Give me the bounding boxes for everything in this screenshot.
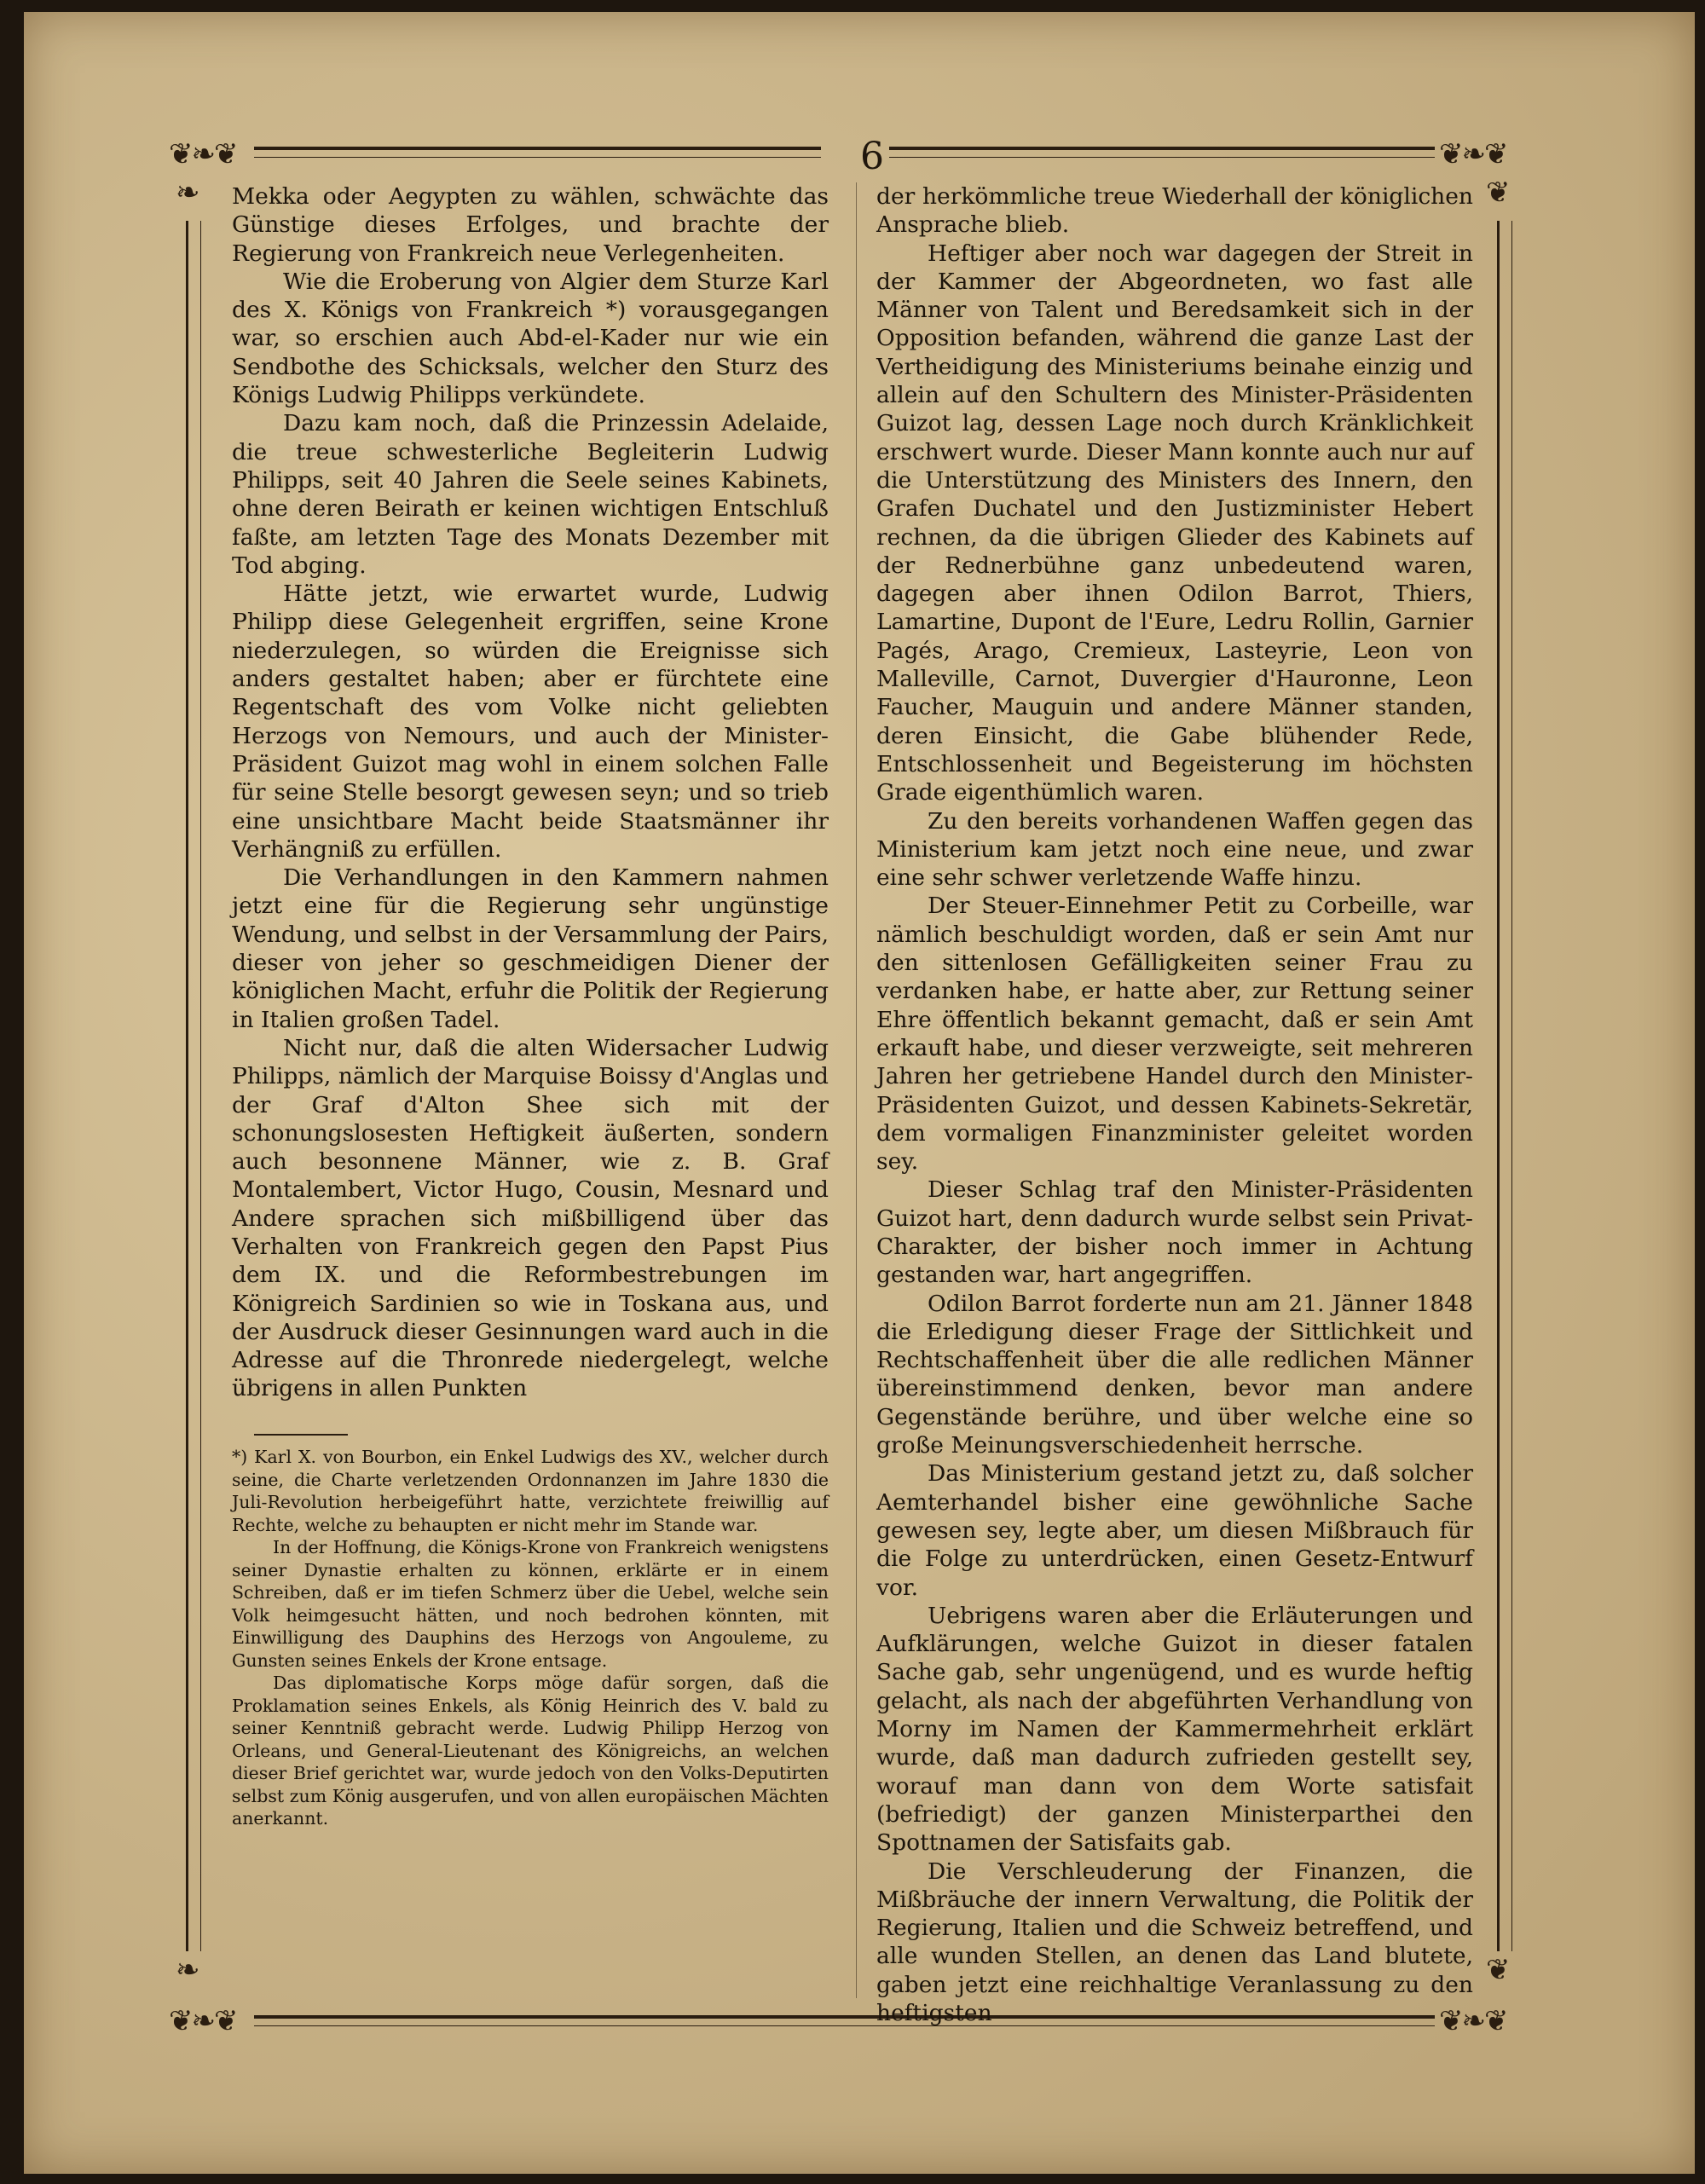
top-right-ornament-icon: ❦❧❦ [1439, 137, 1507, 171]
left-bottom-flourish-icon: ❧ [176, 1953, 199, 1987]
right-border-track [1497, 221, 1512, 1951]
right-top-flourish-icon: ❦ [1486, 176, 1509, 210]
footnote-paragraph: *) Karl X. von Bourbon, ein Enkel Ludwigs des XV., welcher durch seine, die Charte verletzenden Ordonnanzen im Jahre 1830 die Juli-Revolution herbeigeführt hatte, verzichtete freiwillig auf Rechte, welche zu behaupten er nicht mehr im Stande war. [232, 1447, 829, 1535]
footnote [232, 1446, 829, 1830]
paragraph: Hätte jetzt, wie erwartet wurde, Ludwig Philipp diese Gelegenheit ergriffen, seine Krone niederzulegen, so würden die Ereignisse sich anders gestaltet haben; aber er fürchtete eine Regentschaft des vom Volke nicht geliebten Herzogs von Nemours, und auch der Minister-Präsident Guizot mag wohl in einem solchen Falle für seine Stelle besorgt gewesen seyn; und so trieb eine unsichtbare Macht beide Staatsmänner ihr Verhängniß zu erfüllen. [232, 581, 829, 863]
paragraph: Odilon Barrot forderte nun am 21. Jänner 1848 die Erledigung dieser Frage der Sittlichkeit und Rechtschaffenheit über die alle redlichen Männer übereinstimmend denken, bevor man andere Gegenstände berühre, und über welche eine so große Meinungsverschiedenheit herrsche. [876, 1290, 1473, 1459]
footnote-divider [254, 1434, 348, 1436]
top-rule-left [254, 147, 821, 150]
newspaper-page [24, 12, 1695, 2174]
paragraph: der herkömmliche treue Wiederhall der königlichen Ansprache blieb. [876, 183, 1473, 239]
paragraph: Zu den bereits vorhandenen Waffen gegen das Ministerium kam jetzt noch eine neue, und zwar eine sehr schwer verletzende Waffe hinzu. [876, 807, 1473, 892]
page-number: 6 [860, 135, 884, 178]
right-bottom-flourish-icon: ❦ [1486, 1953, 1509, 1987]
bottom-left-ornament-icon: ❦❧❦ [169, 2004, 237, 2038]
paragraph: Dazu kam noch, daß die Prinzessin Adelaide, die treue schwesterliche Begleiterin Ludwig Philipps, seit 40 Jahren die Seele seines Kabinets, ohne deren Beirath er keinen wichtigen Entschluß faßte, am letzten Tage des Monats Dezember mit Tod abging. [232, 410, 829, 579]
paragraph: Heftiger aber noch war dagegen der Streit in der Kammer der Abgeordneten, wo fast alle Männer von Talent und Beredsamkeit sich in der Opposition befanden, während die ganze Last der Vertheidigung des Ministeriums beinahe einzig und allein auf den Schultern des Minister-Präsidenten Guizot lag, dessen Lage noch durch Kränklichkeit erschwert wurde. Dieser Mann konnte auch nur auf die Unterstützung des Ministers des Innern, den Grafen Duchatel und den Justizminister Hebert rechnen, da die übrigen Glieder des Kabinets auf der Rednerbühne ganz unbedeutend waren, dagegen aber ihnen Odilon Barrot, Thiers, Lamartine, Dupont de l'Eure, Ledru Rollin, Garnier Pagés, Arago, Cremieux, Lasteyrie, Leon von Malleville, Carnot, Duvergier d'Hauronne, Leon Faucher, Mauguin und andere Männer standen, deren Einsicht, die Gabe blühender Rede, Entschlossenheit und Begeisterung im höchsten Grade eigenthümlich waren. [876, 240, 1473, 806]
left-column [232, 182, 829, 1403]
footnote-paragraph: In der Hoffnung, die Königs-Krone von Frankreich wenigstens seiner Dynastie erhalten zu können, erklärte er in einem Schreiben, daß er im tiefen Schmerz über die Uebel, welche sein Volk heimgesucht hätten, und noch bedrohen könnten, mit Einwilligung des Dauphins des Herzogs von Angouleme, zu Gunsten seines Enkels der Krone entsage. [232, 1537, 829, 1671]
paragraph: Die Verschleuderung der Finanzen, die Mißbräuche der innern Verwaltung, die Politik der Regierung, Italien und die Schweiz betreffend, und alle wunden Stellen, an denen das Land blutete, gaben jetzt eine reichhaltige Veranlassung zu den heftigsten [876, 1858, 1473, 2026]
paragraph: Die Verhandlungen in den Kammern nahmen jetzt eine für die Regierung sehr ungünstige Wendung, und selbst in der Versammlung der Pairs, dieser von jeher so geschmeidigen Diener der königlichen Macht, erfuhr die Politik der Regierung in Italien großen Tadel. [232, 864, 829, 1033]
top-rule-right-thin [889, 157, 1435, 158]
top-left-ornament-icon: ❦❧❦ [169, 137, 237, 171]
column-separator [856, 182, 857, 1998]
paragraph: Nicht nur, daß die alten Widersacher Ludwig Philipps, nämlich der Marquise Boissy d'Anglas und der Graf d'Alton Shee sich mit der schonungslosesten Heftigkeit äußerten, sondern auch besonnene Männer, wie z. B. Graf Montalembert, Victor Hugo, Cousin, Mesnard und Andere sprachen sich mißbilligend über das Verhalten von Frankreich gegen den Papst Pius dem IX. und die Reformbestrebungen im Königreich Sardinien so wie in Toskana aus, und der Ausdruck dieser Gesinnungen ward auch in die Adresse auf die Thronrede niedergelegt, welche übrigens in allen Punkten [232, 1034, 829, 1402]
paragraph: Das Ministerium gestand jetzt zu, daß solcher Aemterhandel bisher eine gewöhnliche Sache gewesen sey, legte aber, um diesen Mißbrauch für die Folge zu unterdrücken, einen Gesetz-Entwurf vor. [876, 1460, 1473, 1601]
paragraph: Mekka oder Aegypten zu wählen, schwächte das Günstige dieses Erfolges, und brachte der Regierung von Frankreich neue Verlegenheiten. [232, 183, 829, 267]
top-rule-right [889, 147, 1435, 150]
paragraph: Der Steuer-Einnehmer Petit zu Corbeille, war nämlich beschuldigt worden, daß er sein Amt nur den sittenlosen Gefälligkeiten seiner Frau zu verdanken habe, er hatte aber, zur Rettung seiner Ehre öffentlich bekannt gemacht, daß er sein Amt erkauft habe, und dieser verzweigte, seit mehreren Jahren her getriebene Handel durch den Minister-Präsidenten Guizot, und dessen Kabinets-Sekretär, dem vormaligen Finanzminister geleitet worden sey. [876, 893, 1473, 1176]
right-column [876, 182, 1473, 2027]
left-top-flourish-icon: ❧ [176, 176, 199, 210]
footnote-paragraph: Das diplomatische Korps möge dafür sorgen, daß die Proklamation seines Enkels, als König Heinrich des V. bald zu seiner Kenntniß gebracht werde. Ludwig Philipp Herzog von Orleans, und General-Lieutenant des Königreichs, an welchen dieser Brief gerichtet war, wurde jedoch von den Volks-Deputirten selbst zum König ausgerufen, und von allen europäischen Mächten anerkannt. [232, 1673, 829, 1829]
bottom-right-ornament-icon: ❦❧❦ [1439, 2004, 1507, 2038]
paragraph: Wie die Eroberung von Algier dem Sturze Karl des X. Königs von Frankreich *) vorausgegangen war, so erschien auch Abd-el-Kader nur wie ein Sendbothe des Schicksals, welcher den Sturz des Königs Ludwig Philipps verkündete. [232, 268, 829, 409]
paragraph: Uebrigens waren aber die Erläuterungen und Aufklärungen, welche Guizot in dieser fatalen Sache gab, sehr ungenügend, und es wurde heftig gelacht, als nach der abgeführten Verhandlung von Morny im Namen der Kammermehrheit erklärt wurde, daß man dadurch zufrieden gestellt sey, worauf man dann von dem Worte satisfait (befriedigt) der ganzen Ministerparthei den Spottnamen der Satisfaits gab. [876, 1602, 1473, 1857]
top-rule-left-thin [254, 157, 821, 158]
paragraph: Dieser Schlag traf den Minister-Präsidenten Guizot hart, denn dadurch wurde selbst sein Privat-Charakter, der bisher noch immer in Achtung gestanden war, hart angegriffen. [876, 1176, 1473, 1289]
left-border-track [186, 221, 201, 1951]
